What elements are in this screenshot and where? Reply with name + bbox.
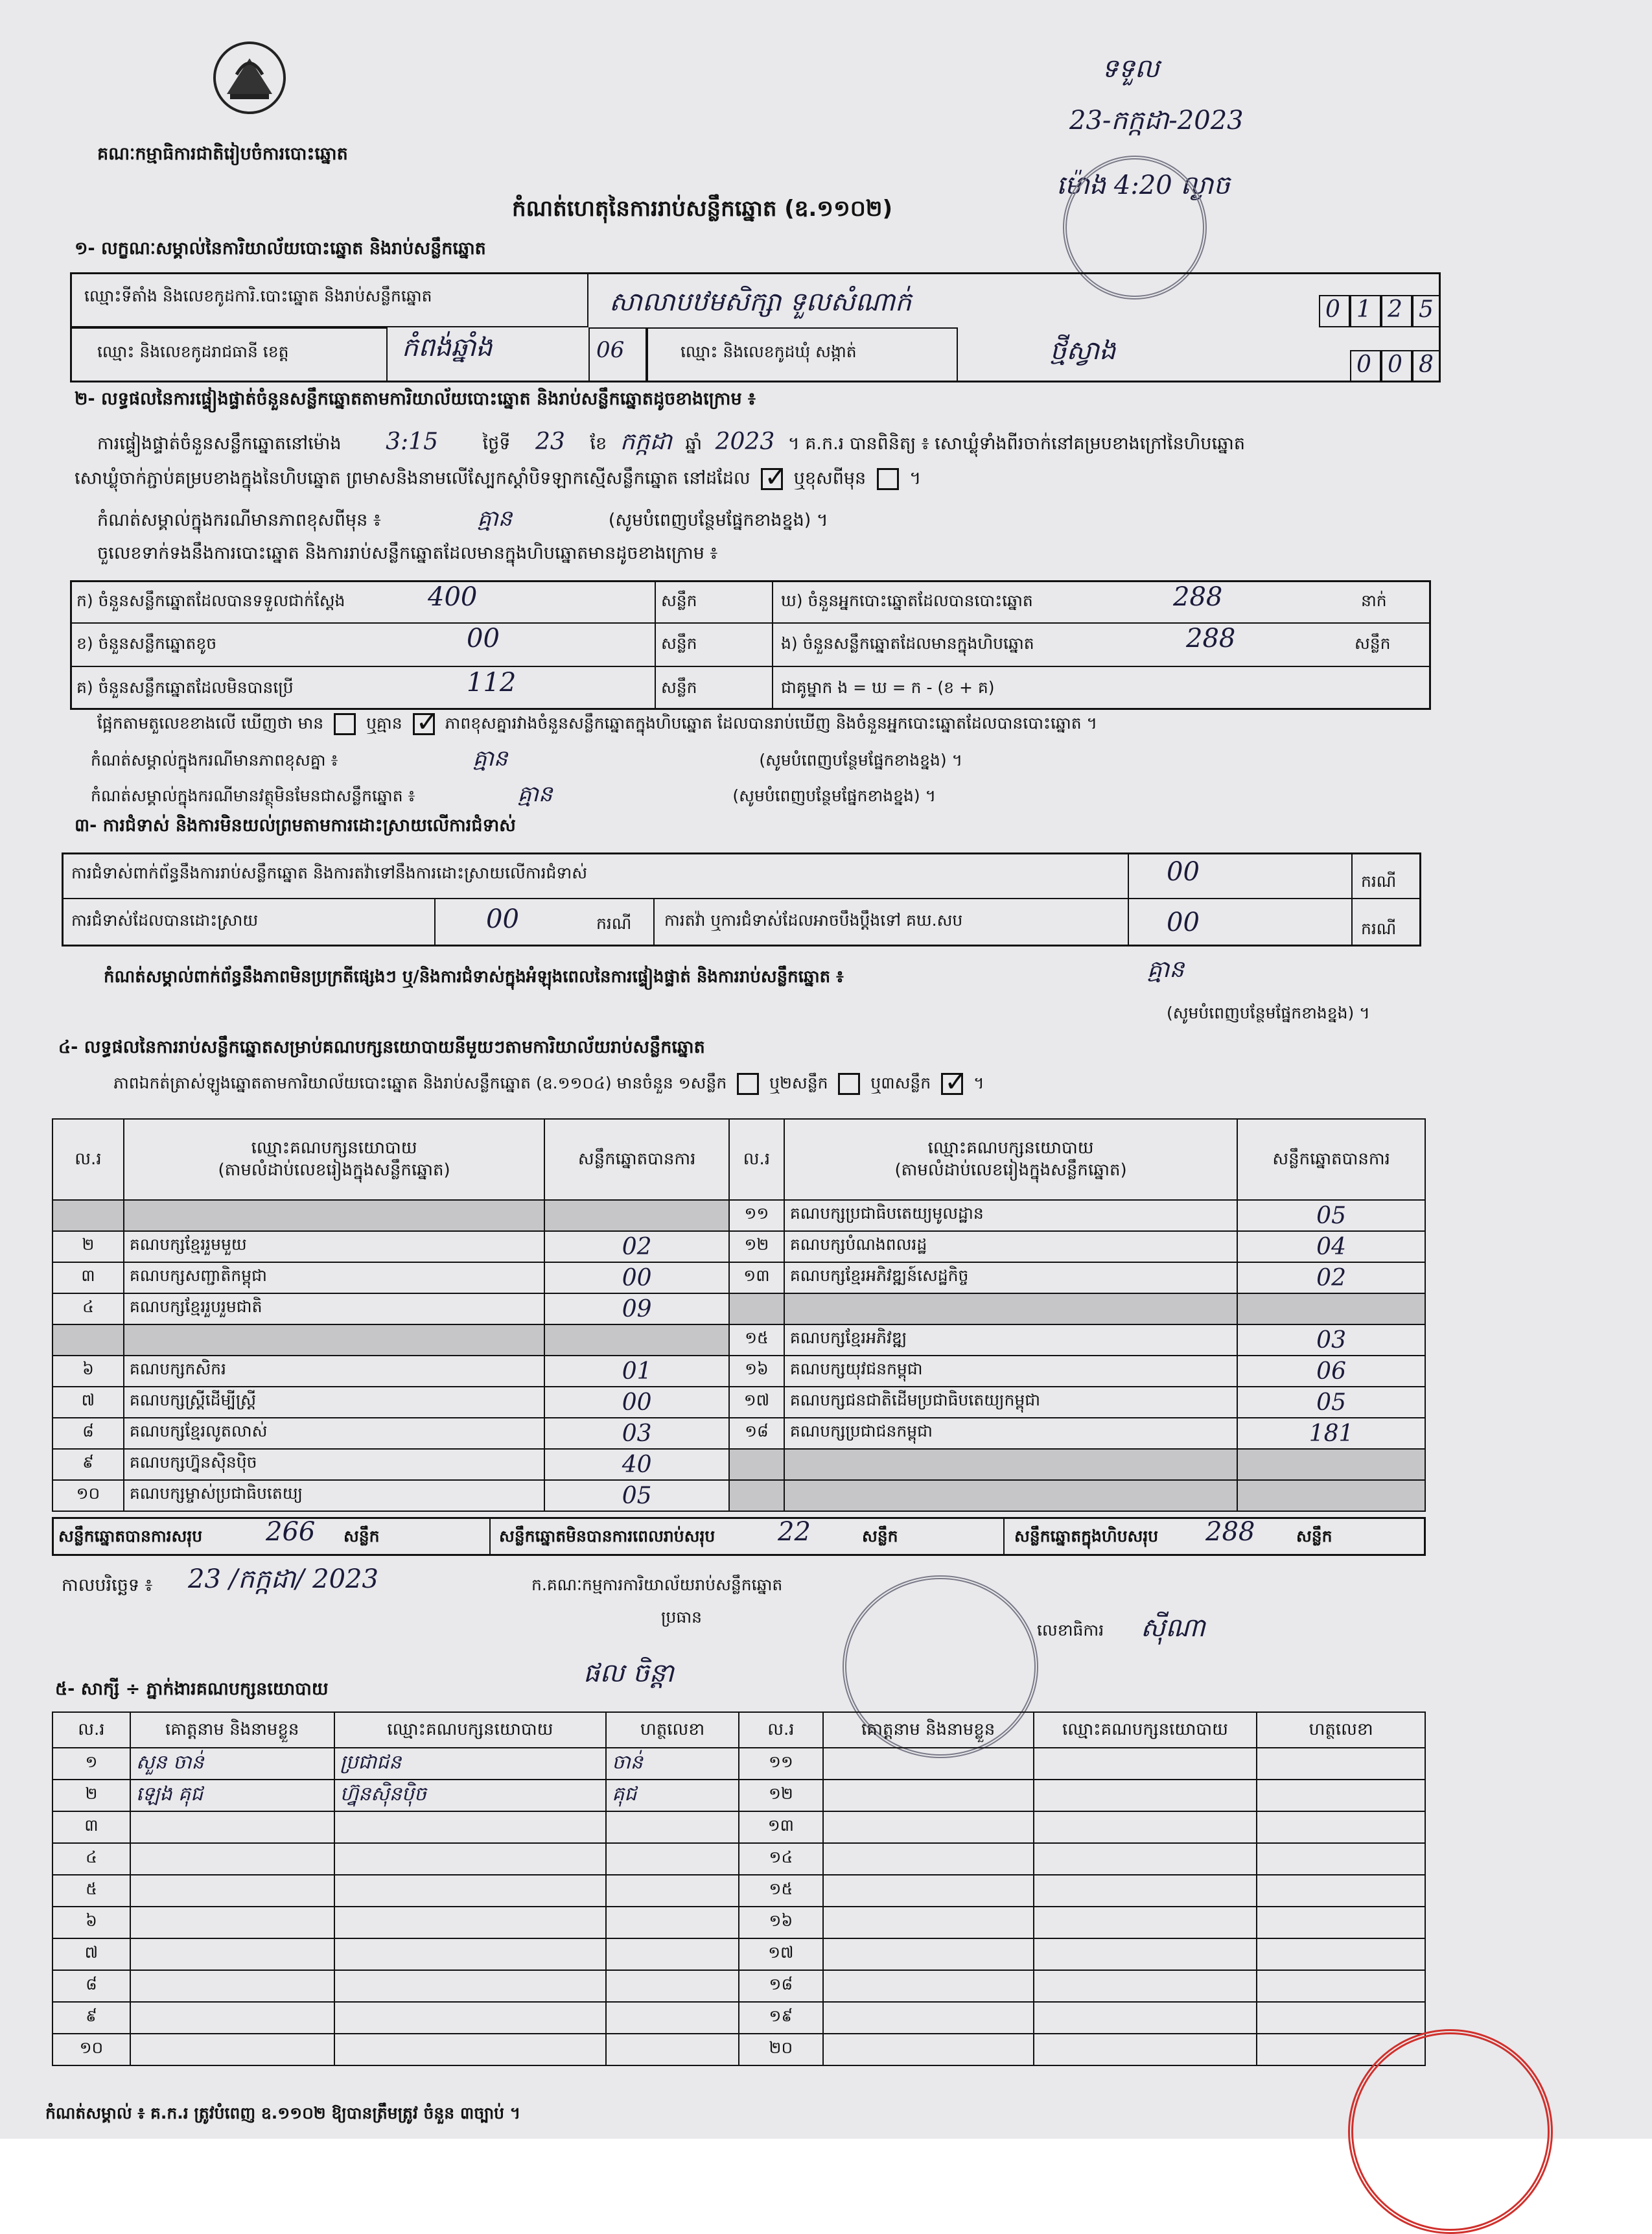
s1-row2-digit-0 (1350, 350, 1381, 382)
table-row (52, 2034, 1425, 2065)
party-votes-cell: 06 (1237, 1356, 1425, 1387)
witness-no-cell: ៩ (52, 2002, 130, 2034)
party-no-cell: ៦ (52, 1356, 124, 1387)
chair-label: ប្រធាន (661, 1608, 702, 1627)
s1-digit: 0 (1356, 351, 1371, 378)
received-date: 23-កក្កដា-2023 (1069, 106, 1244, 135)
witness-name-cell: ឡេង គុជ (130, 1780, 334, 1811)
s2-valid-note-value: គ្មាន (517, 781, 553, 807)
table-row (52, 1324, 1425, 1356)
s1-digit: 2 (1388, 296, 1402, 323)
party-votes-cell: 02 (544, 1231, 729, 1262)
s2-line1-a: ការផ្ទៀងផ្ទាត់ចំនួនសន្លឹកឆ្នោតនៅម៉ោង (97, 434, 342, 454)
witness-no-cell: ៤ (52, 1843, 130, 1875)
party-name-cell: គណបក្សជនជាតិដើមប្រជាធិបតេយ្យកម្ពុជា (784, 1387, 1237, 1418)
sign-date-label: កាលបរិច្ឆេទ ៖ (62, 1575, 153, 1595)
one-sheet-checkbox[interactable] (737, 1073, 759, 1095)
witness-name-cell: សួន ចាន់ (130, 1748, 334, 1780)
section1-title: ១- លក្ខណៈសម្គាល់នៃការិយាល័យបោះឆ្នោត និងរាប់សន្លឹកឆ្នោត (75, 239, 486, 259)
table-row (52, 1200, 1425, 1231)
obj-row2-unit2: ករណី (1361, 919, 1397, 938)
witness-sig-cell (1257, 1811, 1425, 1843)
witness-no-cell: ១ (52, 1748, 130, 1780)
s2-compare-c: ភាពខុសគ្នារវាងចំនួនសន្លឹកឆ្នោតក្នុងហិបឆ្នោត ដែលបានរាប់ឃើញ និងចំនួនអ្នកបោះឆ្នោតដែលបានបោះឆ្នោត ។ (445, 714, 1098, 733)
has-diff-checkbox[interactable] (334, 713, 356, 735)
s2-compare-b: ឬគ្មាន (366, 714, 402, 733)
table-row (52, 1293, 1425, 1324)
received-label: ទទួល (1102, 54, 1159, 84)
witness-no-cell: ១៦ (739, 1907, 823, 1938)
party-name-cell: គណបក្សប្រជាធិបតេយ្យមូលដ្ឋាន (784, 1200, 1237, 1231)
s1-row2-label: ឈ្មោះ និងលេខកូដរាជធានី ខេត្ត (97, 342, 289, 361)
party-name-cell (784, 1480, 1237, 1511)
witness-name-cell (823, 1843, 1034, 1875)
party-name-cell (784, 1449, 1237, 1480)
w-hdr-party-right: ឈ្មោះគណបក្សនយោបាយ (1034, 1712, 1257, 1748)
party-votes-cell (544, 1200, 729, 1231)
witness-name-cell (823, 1970, 1034, 2002)
w-hdr-sig-right: ហត្ថលេខា (1257, 1712, 1425, 1748)
witness-no-cell: ៦ (52, 1907, 130, 1938)
witness-party-cell (1034, 1811, 1257, 1843)
party-no-cell (729, 1449, 784, 1480)
party-no-cell (729, 1480, 784, 1511)
table-row (52, 1262, 1425, 1293)
witness-sig-cell (606, 1875, 739, 1907)
party-votes-cell: 181 (1237, 1418, 1425, 1449)
hdr-party-left-text: ឈ្មោះគណបក្សនយោបាយ (251, 1138, 417, 1158)
witness-name-cell (823, 1811, 1034, 1843)
witness-name-cell (130, 2034, 334, 2065)
witness-party-cell (1034, 1748, 1257, 1780)
party-name-cell: គណបក្សខ្មែររួបរួមជាតិ (124, 1293, 544, 1324)
s2-valid-note (91, 781, 936, 808)
s2-time: 3:15 (386, 429, 438, 455)
s1-row1-label: ឈ្មោះទីតាំង និងលេខកូដការិ.បោះឆ្នោត និងរាប់សន្លឹកឆ្នោត (84, 287, 432, 305)
table-row (52, 1843, 1425, 1875)
total-valid-value: 266 (266, 1517, 316, 1547)
party-votes-cell (1237, 1480, 1425, 1511)
s3-fill: (សូមបំពេញបន្ថែមផ្នែកខាងខ្នង) ។ (1167, 1004, 1370, 1022)
no-diff-checkbox[interactable] (413, 713, 435, 735)
hdr-party-left (124, 1119, 544, 1200)
hdr-no-right: ល.រ (729, 1119, 784, 1200)
witness-party-cell (334, 1970, 607, 2002)
s4-intro-text: ភាពឯកត់ត្រាស់ឡូងឆ្នោតតាមការិយាល័យបោះឆ្នោត និងរាប់សន្លឹកឆ្នោត (ឧ.១១០៤) មានចំនួន ១សន្លឹក (113, 1074, 727, 1092)
obj-row2-label2: ការតវ៉ា ឬការជំទាស់ដែលអាចបឹងប្តឹងទៅ គឃ.សប (664, 911, 963, 930)
three-sheet-checkbox[interactable] (941, 1073, 963, 1095)
table-row (52, 1480, 1425, 1511)
s3-note-label: កំណត់សម្គាល់ពាក់ព័ន្ធនឹងភាពមិនប្រក្រតីផ្សេងៗ ឬ/និងការជំទាស់ក្នុងអំឡុងពេលនៃការផ្ទៀងផ្ទាត់ និងការរាប់សន្លឹកឆ្នោត ៖ (104, 967, 844, 987)
s1-row1-digit-3 (1412, 295, 1441, 327)
party-no-cell (729, 1293, 784, 1324)
table-row (52, 1418, 1425, 1449)
table-row (52, 1811, 1425, 1843)
s1-digit: 0 (1325, 296, 1340, 323)
witness-party-cell (334, 1907, 607, 1938)
table-row (52, 1970, 1425, 2002)
witness-sig-cell (1257, 1780, 1425, 1811)
total-invalid-label: សន្លឹកឆ្នោតមិនបានការពេលរាប់សរុប (499, 1527, 715, 1546)
witness-no-cell: ១០ (52, 2034, 130, 2065)
witness-party-cell (1034, 1843, 1257, 1875)
ko-unit: សន្លឹក (661, 678, 697, 697)
nec-logo (211, 39, 288, 117)
s1-row2-label2: ឈ្មោះ និងលេខកូដឃុំ សង្កាត់ (681, 342, 857, 361)
secretary-label: លេខាធិការ (1037, 1621, 1104, 1640)
party-votes-cell: 09 (544, 1293, 729, 1324)
party-votes-cell: 05 (1237, 1200, 1425, 1231)
s3-note-value: គ្មាន (1147, 956, 1185, 983)
witness-sig-cell (1257, 1748, 1425, 1780)
party-votes-cell: 01 (544, 1356, 729, 1387)
kha-label: ខ) ចំនួនសន្លឹកឆ្នោតខូច (76, 634, 217, 653)
kha-unit: សន្លឹក (661, 634, 697, 653)
witness-no-cell: ៣ (52, 1811, 130, 1843)
s2-line1 (97, 428, 1245, 456)
witness-sig-cell (1257, 1875, 1425, 1907)
table-row (52, 1356, 1425, 1387)
party-no-cell: ១៧ (729, 1387, 784, 1418)
s2-note (97, 506, 828, 532)
s2-day: 23 (535, 429, 565, 455)
witness-sig-cell: ចាន់ (606, 1748, 739, 1780)
chair-signature: ផល ចិន្តា (583, 1658, 674, 1688)
s2-line1-e: ។ គ.ក.រ បានពិនិត្យ ៖ សោឃ្លុំទាំងពីរចាក់នៅគម្របខាងក្រៅនៃហិបឆ្នោត (787, 434, 1245, 454)
s2-compare-a: ផ្អែកតាមតួលេខខាងលើ ឃើញថា មាន (97, 714, 324, 733)
s1-row2-value2: ថ្មីស្វាង (1050, 336, 1116, 366)
ka-label: ក) ចំនួនសន្លឹកឆ្នោតដែលបានទទួលជាក់ស្តែង (76, 591, 345, 610)
witness-sig-cell (1257, 1843, 1425, 1875)
form-title: កំណត់ហេតុនៃការរាប់សន្លឹកឆ្នោត (ឧ.១១០២) (512, 196, 893, 222)
party-votes-cell: 40 (544, 1449, 729, 1480)
witness-name-cell (130, 1938, 334, 1970)
total-valid-unit: សន្លឹក (343, 1527, 380, 1546)
party-votes-cell (1237, 1293, 1425, 1324)
total-invalid-unit: សន្លឹក (862, 1527, 898, 1546)
party-no-cell: ៧ (52, 1387, 124, 1418)
table-row (52, 1780, 1425, 1811)
witness-no-cell: ២០ (739, 2034, 823, 2065)
s1-digit: 5 (1419, 296, 1434, 323)
witness-no-cell: ៨ (52, 1970, 130, 2002)
witness-sig-cell (1257, 1970, 1425, 2002)
committee-label: ក.គណៈកម្មការការិយាល័យរាប់សន្លឹកឆ្នោត (531, 1575, 783, 1594)
s1-row1-digit-1 (1350, 295, 1381, 327)
witness-no-cell: ១៥ (739, 1875, 823, 1907)
w-hdr-party-left: ឈ្មោះគណបក្សនយោបាយ (334, 1712, 607, 1748)
party-name-cell: គណបក្សប្រជាជនកម្ពុជា (784, 1418, 1237, 1449)
witness-name-cell (130, 1907, 334, 1938)
witness-party-cell (334, 1811, 607, 1843)
s2-line1-d: ឆ្នាំ (685, 434, 703, 454)
party-votes-cell: 03 (1237, 1324, 1425, 1356)
party-name-cell: គណបក្សកសិករ (124, 1356, 544, 1387)
obj-row2-unit: ករណី (596, 914, 632, 933)
kha-value: 00 (467, 624, 500, 653)
witness-no-cell: ១៣ (739, 1811, 823, 1843)
received-time: ម៉ោង 4:20 ល្ងាច (1056, 170, 1230, 200)
party-no-cell (52, 1324, 124, 1356)
s2-compare (97, 713, 1097, 735)
party-no-cell: ៩ (52, 1449, 124, 1480)
witness-party-cell (1034, 1938, 1257, 1970)
total-box-unit: សន្លឹក (1296, 1527, 1332, 1546)
party-votes-cell: 04 (1237, 1231, 1425, 1262)
witness-sig-cell: គុជ (606, 1780, 739, 1811)
s1-row1-digit-0 (1319, 295, 1350, 327)
obj-row1-value: 00 (1167, 857, 1200, 887)
party-name-cell: គណបក្សសញ្ជាតិកម្ពុជា (124, 1262, 544, 1293)
secretary-signature: ស៊ីណា (1141, 1613, 1205, 1643)
table-row (52, 1938, 1425, 1970)
witness-name-cell (130, 2002, 334, 2034)
section4-title: ៤- លទ្ធផលនៃការរាប់សន្លឹកឆ្នោតសម្រាប់គណបក្សនយោបាយនីមួយៗតាមការិយាល័យរាប់សន្លឹកឆ្នោត (58, 1037, 705, 1057)
witness-name-cell (823, 1907, 1034, 1938)
s1-row1-digit-2 (1381, 295, 1412, 327)
footnote: កំណត់សម្គាល់ ៖ គ.ក.រ ត្រូវបំពេញ ឧ.១១០២ ឱ្យបានត្រឹមត្រូវ ចំនួន ៣ច្បាប់ ។ (45, 2104, 521, 2122)
table-row (52, 1907, 1425, 1938)
party-no-cell: ១៨ (729, 1418, 784, 1449)
witness-party-cell: ហ្វ៊ុនស៊ិនប៉ិច (334, 1780, 607, 1811)
ka-value: 400 (428, 582, 478, 612)
hdr-party-right-text: ឈ្មោះគណបក្សនយោបាយ (927, 1138, 1094, 1158)
s2-note-suffix: (សូមបំពេញបន្ថែមផ្នែកខាងខ្នង) ។ (608, 510, 828, 530)
party-no-cell: ១២ (729, 1231, 784, 1262)
kho-unit: នាក់ (1361, 591, 1387, 610)
obj-row1-label: ការជំទាស់ពាក់ព័ន្ធនឹងការរាប់សន្លឹកឆ្នោត និងការតវ៉ាទៅនឹងការដោះស្រាយលើការជំទាស់ (71, 864, 588, 882)
witness-sig-cell (606, 2034, 739, 2065)
witness-name-cell (823, 2002, 1034, 2034)
hdr-no-left: ល.រ (52, 1119, 124, 1200)
ngo-label: ង) ចំនួនសន្លឹកឆ្នោតដែលមានក្នុងហិបឆ្នោត (781, 634, 1034, 653)
ko-value: 112 (467, 668, 517, 698)
party-name-cell: គណបក្សខ្មែរលូតលាស់ (124, 1418, 544, 1449)
party-no-cell: ៣ (52, 1262, 124, 1293)
s1-digit: 1 (1356, 296, 1371, 323)
s1-row2-value: កំពង់ឆ្នាំង (402, 333, 493, 362)
witness-party-cell (1034, 1875, 1257, 1907)
party-name-cell (784, 1293, 1237, 1324)
party-name-cell: គណបក្សខ្មែរអភិវឌ្ឍ (784, 1324, 1237, 1356)
party-no-cell: ១៦ (729, 1356, 784, 1387)
s2-note-value: គ្មាន (477, 506, 513, 532)
s1-row2-code: 06 (596, 337, 625, 363)
party-votes-cell: 05 (1237, 1387, 1425, 1418)
witness-no-cell: ១៨ (739, 1970, 823, 2002)
witness-no-cell: ១១ (739, 1748, 823, 1780)
witness-sig-cell (1257, 2002, 1425, 2034)
witness-name-cell (823, 1938, 1034, 1970)
same-checkbox[interactable] (761, 468, 783, 490)
witness-no-cell: ៥ (52, 1875, 130, 1907)
witness-name-cell (823, 1748, 1034, 1780)
witness-name-cell (823, 2034, 1034, 2065)
witness-party-cell (334, 1938, 607, 1970)
party-no-cell: ៤ (52, 1293, 124, 1324)
hdr-party-right (784, 1119, 1237, 1200)
s1-row2-digit-2 (1412, 350, 1441, 382)
witness-sig-cell (606, 1970, 739, 2002)
w-hdr-name-left: គោត្តនាម និងនាមខ្លួន (130, 1712, 334, 1748)
w-hdr-sig-left: ហត្ថលេខា (606, 1712, 739, 1748)
witness-party-cell (334, 1843, 607, 1875)
ngo-unit: សន្លឹក (1355, 634, 1391, 653)
ka-unit: សន្លឹក (661, 591, 697, 610)
s2-diff-note-value: គ្មាន (472, 746, 508, 771)
kho-value: 288 (1173, 582, 1223, 612)
witness-name-cell (823, 1780, 1034, 1811)
s4-opt2: ឬ២សន្លឹក (769, 1074, 828, 1092)
witness-name-cell (130, 1970, 334, 2002)
s1-digit: 0 (1388, 351, 1402, 378)
party-no-cell: ១១ (729, 1200, 784, 1231)
different-checkbox[interactable] (877, 468, 899, 490)
witness-party-cell (334, 1875, 607, 1907)
s2-year: 2023 (715, 429, 775, 455)
witness-sig-cell (1257, 1907, 1425, 1938)
witness-party-cell (1034, 2034, 1257, 2065)
witness-party-cell: ប្រជាជន (334, 1748, 607, 1780)
s2-line2-text: សោឃ្លុំចាក់ភ្ជាប់គម្របខាងក្នុងនៃហិបឆ្នោត ព្រមាសនិងនាមលើស្បែកស្តាំបិទឡាកស្មើសន្លឹកឆ្នោត នៅដដែល (75, 468, 750, 489)
party-no-cell: ២ (52, 1231, 124, 1262)
party-results-table (52, 1118, 1426, 1512)
s1-row2-digit-1 (1381, 350, 1412, 382)
party-name-cell: គណបក្សស្រ្តីដើម្បីស្រ្តី (124, 1387, 544, 1418)
table-row (52, 1875, 1425, 1907)
table-row (52, 1449, 1425, 1480)
kho-label: ឃ) ចំនួនអ្នកបោះឆ្នោតដែលបានបោះឆ្នោត (781, 591, 1033, 610)
party-name-cell: គណបក្សហ្វ៊ុនស៊ិនប៉ិច (124, 1449, 544, 1480)
party-votes-cell: 00 (544, 1387, 729, 1418)
witness-party-cell (334, 2034, 607, 2065)
s2-diff-note (91, 746, 962, 772)
party-votes-cell: 03 (544, 1418, 729, 1449)
s1-digit: 8 (1419, 351, 1434, 378)
s2-line1-c: ខែ (590, 434, 607, 454)
party-name-cell: គណបក្សបំណងពលរដ្ឋ (784, 1231, 1237, 1262)
witness-sig-cell (1257, 1938, 1425, 1970)
w-hdr-no-right: ល.រ (739, 1712, 823, 1748)
hdr-party-right-sub: (តាមលំដាប់លេខរៀងក្នុងសន្លឹកឆ្នោត) (894, 1160, 1127, 1180)
party-votes-cell: 02 (1237, 1262, 1425, 1293)
s4-opt3: ឬ៣សន្លឹក (870, 1074, 931, 1092)
s2-line2: សោឃ្លុំចាក់ភ្ជាប់គម្របខាងក្នុងនៃហិបឆ្នោត ព្រមាសនិងនាមលើស្បែកស្តាំបិទឡាកស្មើសន្លឹកឆ្នោត នៅដដែល ✓ ឬខុសពីមុន ។ (75, 468, 921, 490)
section5-title: ៥- សាក្សី ÷ ភ្នាក់ងារគណបក្សនយោបាយ (55, 1679, 329, 1699)
witness-party-cell (1034, 1907, 1257, 1938)
witness-sig-cell (606, 1907, 739, 1938)
total-box-value: 288 (1205, 1517, 1255, 1547)
formula: ជាគូម្នាក ង = ឃ = ក - (ខ + គ) (781, 678, 995, 697)
witness-name-cell (130, 1811, 334, 1843)
witness-no-cell: ២ (52, 1780, 130, 1811)
hdr-votes-right: សន្លឹកឆ្នោតបានការ (1237, 1119, 1425, 1200)
obj-row2-label: ការជំទាស់ដែលបានដោះស្រាយ (71, 911, 259, 930)
witness-sig-cell (606, 1938, 739, 1970)
total-invalid-value: 22 (778, 1517, 811, 1547)
witness-name-cell (823, 1875, 1034, 1907)
total-valid-label: សន្លឹកឆ្នោតបានការសរុប (58, 1527, 203, 1546)
sign-date-value: 23 /កក្កដា/ 2023 (188, 1564, 378, 1594)
party-name-cell: គណបក្សខ្មែររួមមួយ (124, 1231, 544, 1262)
table-row (52, 1231, 1425, 1262)
obj-row1-unit: ករណី (1361, 872, 1397, 891)
witness-party-cell (1034, 1780, 1257, 1811)
party-name-cell: គណបក្សម្ចាស់ប្រជាធិបតេយ្យ (124, 1480, 544, 1511)
org-name: គណៈកម្មាធិការជាតិរៀបចំការបោះឆ្នោត (97, 144, 348, 164)
s2-month: កក្កដា (620, 429, 672, 455)
s4-intro: ភាពឯកត់ត្រាស់ឡូងឆ្នោតតាមការិយាល័យបោះឆ្នោត និងរាប់សន្លឹកឆ្នោត (ឧ.១១០៤) មានចំនួន ១សន្លឹក ឬ២សន្លឹក ឬ៣សន្លឹក ✓ ។ (113, 1073, 984, 1095)
party-votes-cell (544, 1324, 729, 1356)
obj-row2-value: 00 (486, 904, 519, 934)
s2-diff-note-label: កំណត់សម្គាល់ក្នុងករណីមានភាពខុសគ្នា ៖ (91, 751, 338, 770)
party-votes-cell: 05 (544, 1480, 729, 1511)
table-row (52, 2002, 1425, 2034)
witness-no-cell: ១៤ (739, 1843, 823, 1875)
ngo-value: 288 (1186, 624, 1236, 653)
table-row (52, 1387, 1425, 1418)
witness-party-cell (334, 2002, 607, 2034)
party-votes-cell: 00 (544, 1262, 729, 1293)
witness-sig-cell (606, 2002, 739, 2034)
party-name-cell: គណបក្សយុវជនកម្ពុជា (784, 1356, 1237, 1387)
hdr-party-left-sub: (តាមលំដាប់លេខរៀងក្នុងសន្លឹកឆ្នោត) (218, 1160, 450, 1180)
s1-row1-value: សាលាបឋមសិក្សា ទួលសំណាក់ (609, 287, 912, 317)
witness-sig-cell (606, 1843, 739, 1875)
party-no-cell: ៨ (52, 1418, 124, 1449)
witness-no-cell: ១៩ (739, 2002, 823, 2034)
s2-diff-fill: (សូមបំពេញបន្ថែមផ្នែកខាងខ្នង) ។ (759, 751, 963, 770)
s2-note-label: កំណត់សម្គាល់ក្នុងករណីមានភាពខុសពីមុន ៖ (97, 510, 381, 530)
witness-no-cell: ៧ (52, 1938, 130, 1970)
party-votes-cell (1237, 1449, 1425, 1480)
section2-title: ២- លទ្ធផលនៃការផ្ទៀងផ្ទាត់ចំនួនសន្លឹកឆ្នោតតាមការិយាល័យបោះឆ្នោត និងរាប់សន្លឹកឆ្នោតដូចខាងក្រោម ៖ (75, 389, 756, 409)
hdr-votes-left: សន្លឹកឆ្នោតបានការ (544, 1119, 729, 1200)
witness-table (52, 1711, 1426, 2066)
two-sheet-checkbox[interactable] (838, 1073, 860, 1095)
party-no-cell (52, 1200, 124, 1231)
witness-name-cell (130, 1875, 334, 1907)
witness-no-cell: ១២ (739, 1780, 823, 1811)
party-name-cell: គណបក្សខ្មែរអភិវឌ្ឍន៍សេដ្ឋកិច្ច (784, 1262, 1237, 1293)
total-box-label: សន្លឹកឆ្នោតក្នុងហិបសរុប (1014, 1527, 1159, 1546)
party-name-cell (124, 1324, 544, 1356)
table-row (52, 1748, 1425, 1780)
s2-valid-note-label: កំណត់សម្គាល់ក្នុងករណីមានវត្ថុមិនមែនជាសន្លឹកឆ្នោត ៖ (91, 786, 415, 805)
witness-sig-cell (606, 1811, 739, 1843)
party-no-cell: ១៥ (729, 1324, 784, 1356)
section3-title: ៣- ការជំទាស់ និងការមិនយល់ព្រមតាមការដោះស្រាយលើការជំទាស់ (75, 816, 516, 836)
witness-name-cell (130, 1843, 334, 1875)
witness-party-cell (1034, 1970, 1257, 2002)
red-seal-stamp (1348, 2029, 1553, 2234)
witness-no-cell: ១៧ (739, 1938, 823, 1970)
obj-row2-value2: 00 (1167, 908, 1200, 937)
party-no-cell: ១៣ (729, 1262, 784, 1293)
w-hdr-no-left: ល.រ (52, 1712, 130, 1748)
s2-line1-b: ថ្ងៃទី (482, 434, 511, 454)
s2-valid-fill: (សូមបំពេញបន្ថែមផ្នែកខាងខ្នង) ។ (732, 786, 937, 805)
ko-label: គ) ចំនួនសន្លឹកឆ្នោតដែលមិនបានប្រើ (76, 678, 294, 697)
w-hdr-name-right: គោត្តនាម និងនាមខ្លួន (823, 1712, 1034, 1748)
s2-opt-same: ឬខុសពីមុន (793, 468, 867, 489)
party-no-cell: ១០ (52, 1480, 124, 1511)
witness-party-cell (1034, 2002, 1257, 2034)
party-name-cell (124, 1200, 544, 1231)
s2-intro: ចួលេខទាក់ទងនឹងការបោះឆ្នោត និងការរាប់សន្លឹកឆ្នោតដែលមានក្នុងហិបឆ្នោតមានដូចខាងក្រោម ៖ (97, 543, 718, 563)
